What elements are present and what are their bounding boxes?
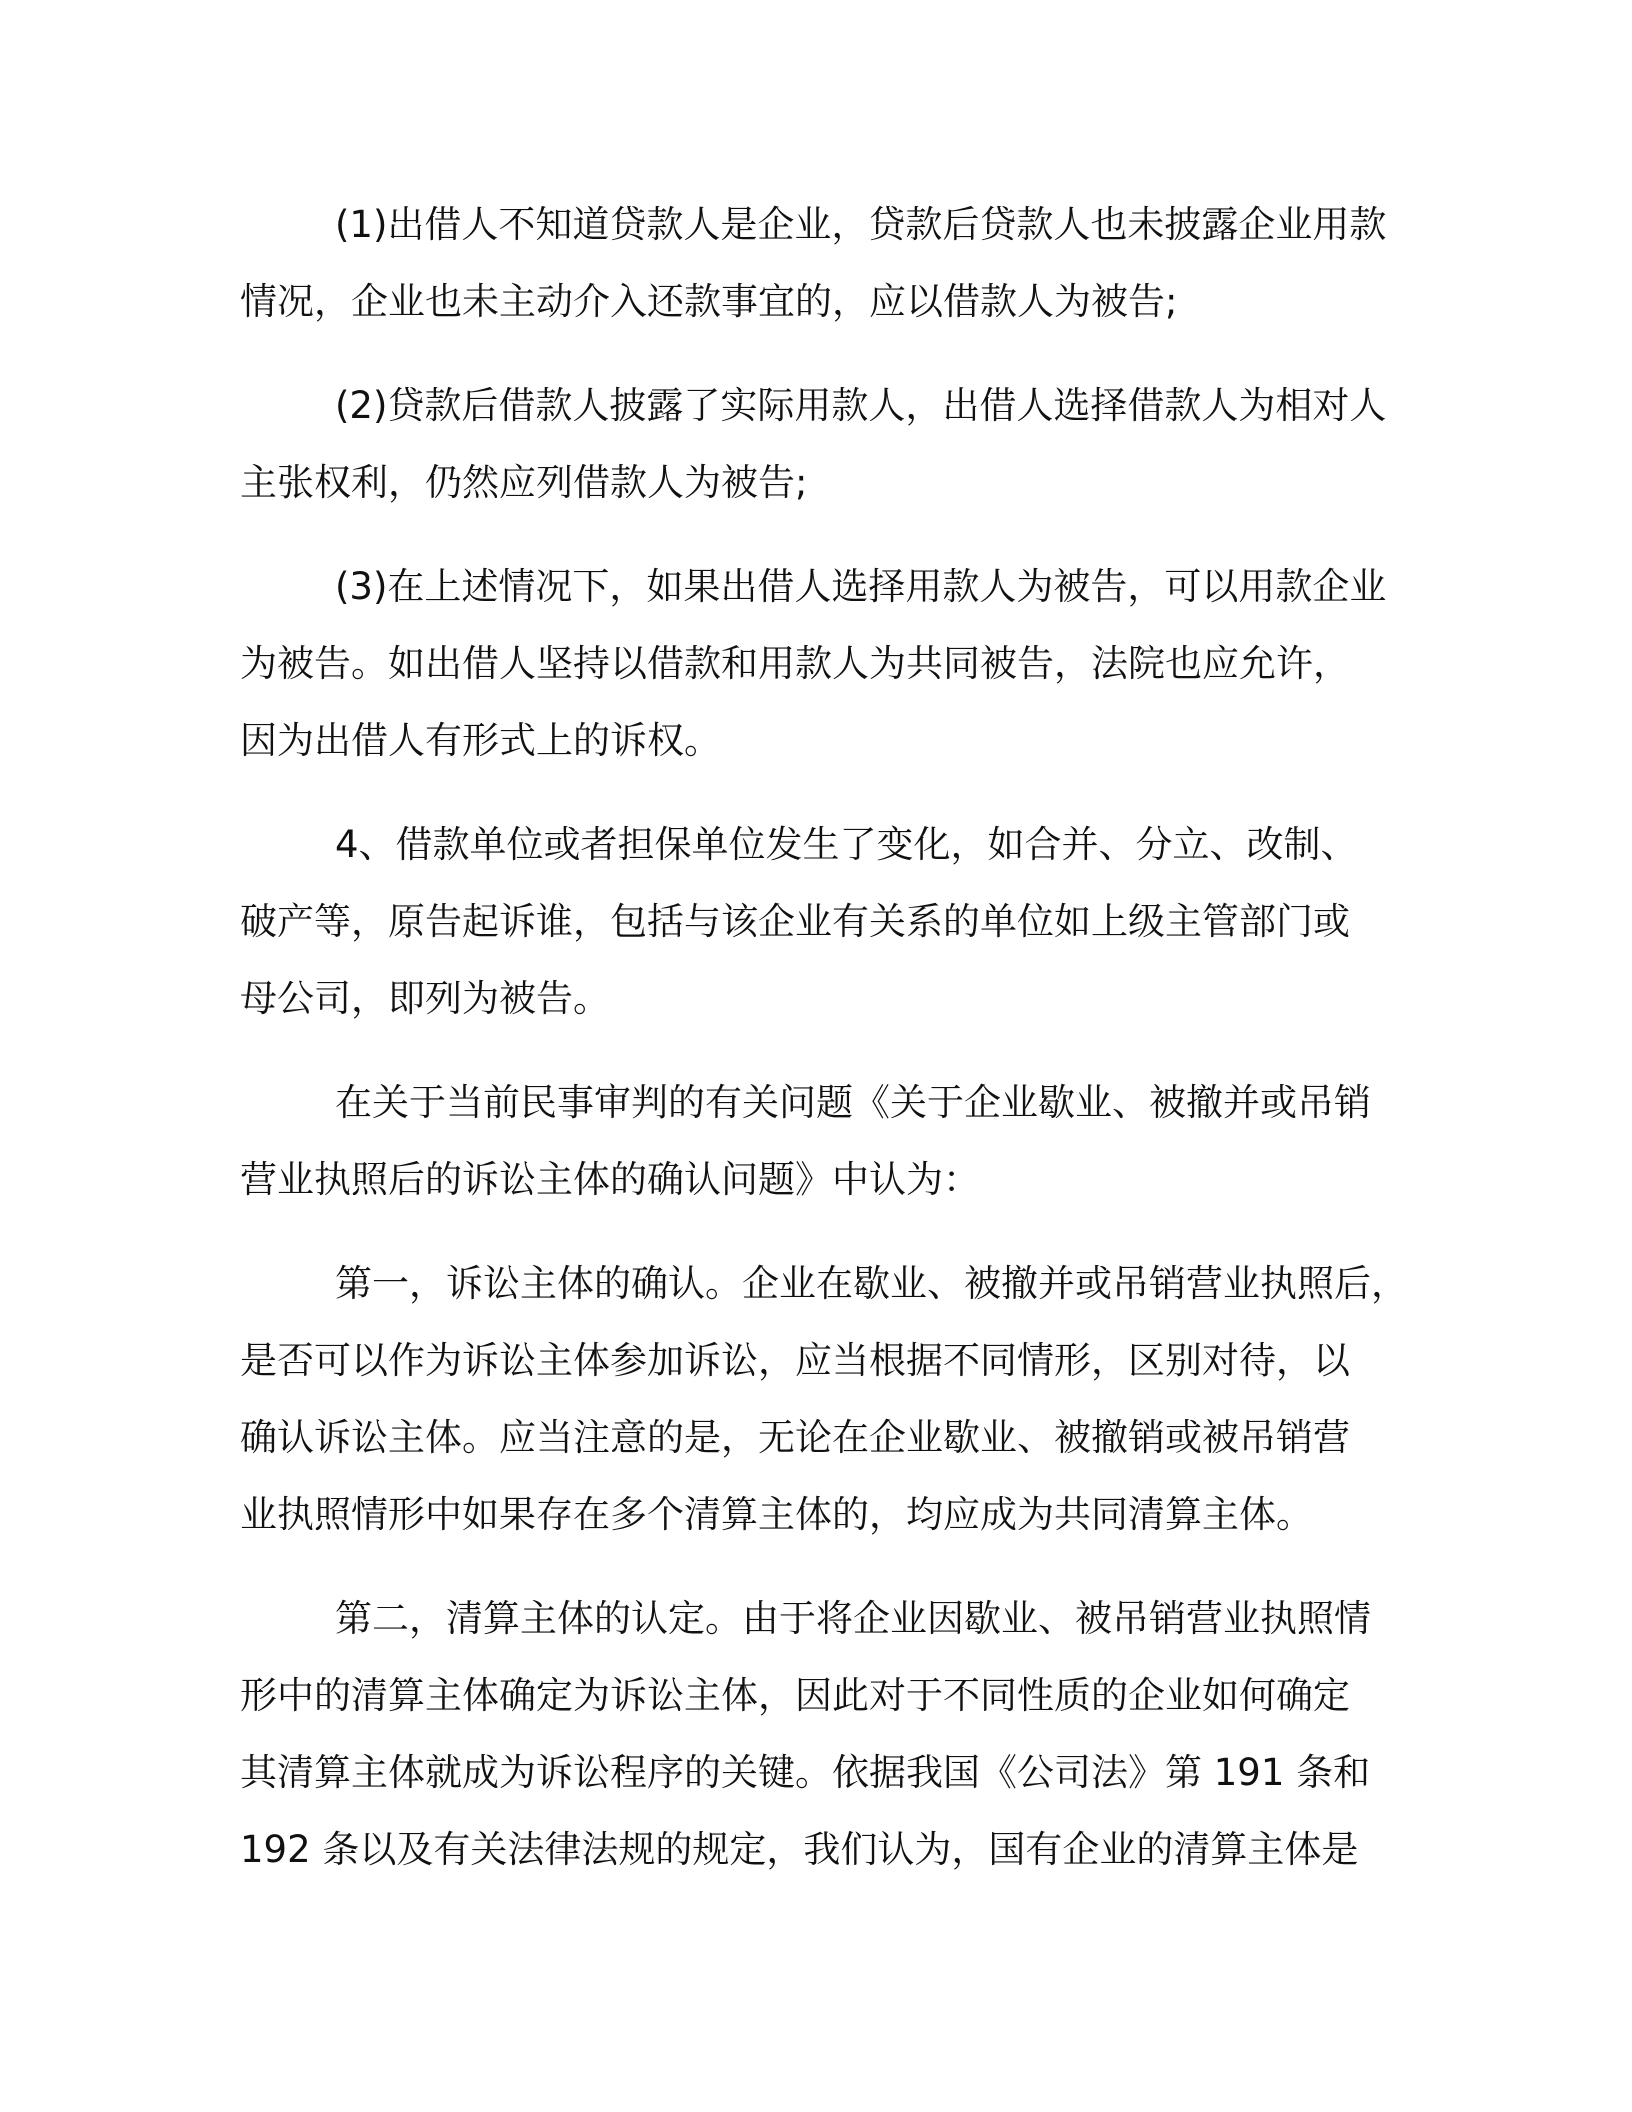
text-line: 形中的清算主体确定为诉讼主体，因此对于不同性质的企业如何确定 (240, 1674, 1350, 1717)
paragraph-item-3 (240, 548, 1390, 779)
text-line: 情况，企业也未主动介入还款事宜的，应以借款人为被告; (240, 280, 1178, 323)
text-line: 是否可以作为诉讼主体参加诉讼，应当根据不同情形，区别对待，以 (240, 1339, 1350, 1382)
text-line: 业执照情形中如果存在多个清算主体的，均应成为共同清算主体。 (240, 1493, 1313, 1536)
text-line: 营业执照后的诉讼主体的确认问题》中认为： (240, 1158, 980, 1201)
text-line: 破产等，原告起诉谁，包括与该企业有关系的单位如上级主管部门或 (240, 900, 1350, 943)
text-line: 母公司，即列为被告。 (240, 977, 610, 1020)
text-line: 4、借款单位或者担保单位发生了变化，如合并、分立、改制、 (335, 823, 1358, 866)
paragraph-item-1 (240, 186, 1390, 340)
text-line: 主张权利，仍然应列借款人为被告; (240, 461, 808, 504)
text-line: 其清算主体就成为诉讼程序的关键。依据我国《公司法》第 191 条和 (240, 1751, 1371, 1794)
text-line: 第一，诉讼主体的确认。企业在歇业、被撤并或吊销营业执照后， (335, 1262, 1408, 1305)
text-line: 192 条以及有关法律法规的规定，我们认为，国有企业的清算主体是 (240, 1828, 1359, 1871)
text-line: 确认诉讼主体。应当注意的是，无论在企业歇业、被撤销或被吊销营 (240, 1416, 1350, 1459)
paragraph-first-point (240, 1245, 1408, 1553)
paragraph-item-2 (240, 367, 1390, 521)
paragraph-item-4 (240, 806, 1390, 1037)
text-line: (1)出借人不知道贷款人是企业，贷款后贷款人也未披露企业用款 (335, 203, 1387, 246)
text-line: 为被告。如出借人坚持以借款和用款人为共同被告，法院也应允许， (240, 642, 1350, 685)
paragraph-second-point (240, 1580, 1390, 1888)
text-line: 在关于当前民事审判的有关问题《关于企业歇业、被撤并或吊销 (335, 1081, 1371, 1124)
document-body (240, 186, 1408, 1915)
text-line: 第二，清算主体的认定。由于将企业因歇业、被吊销营业执照情 (335, 1597, 1371, 1640)
text-line: (3)在上述情况下，如果出借人选择用款人为被告，可以用款企业 (335, 565, 1387, 608)
text-line: (2)贷款后借款人披露了实际用款人，出借人选择借款人为相对人 (335, 384, 1387, 427)
paragraph-court-opinion (240, 1064, 1390, 1218)
text-line: 因为出借人有形式上的诉权。 (240, 719, 721, 762)
